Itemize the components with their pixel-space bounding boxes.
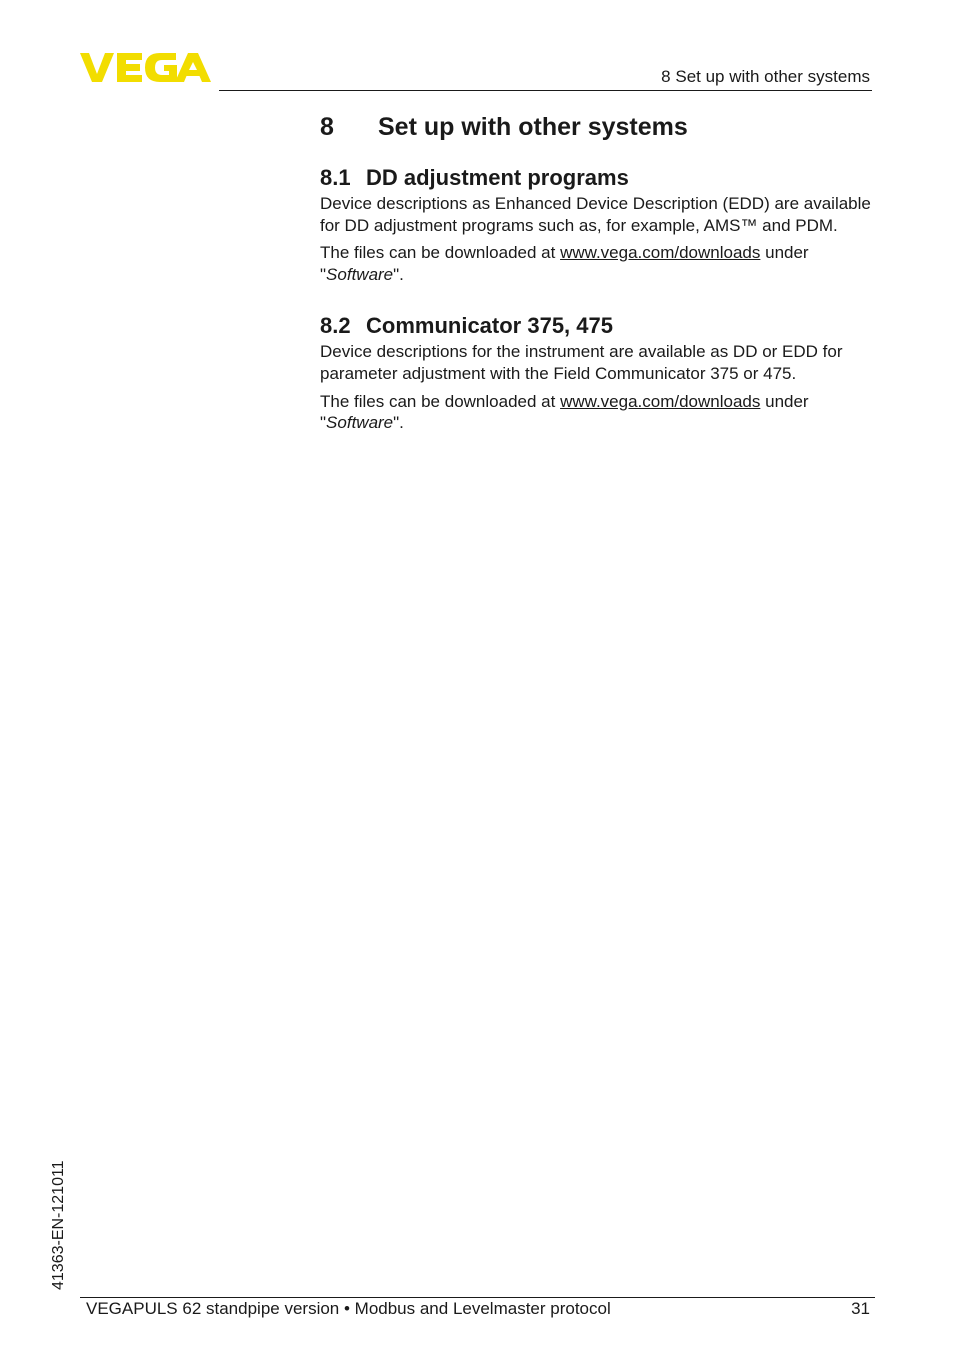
section-title: Communicator 375, 475 — [366, 313, 613, 339]
section-8-2-download-note: The files can be downloaded at www.vega.com/downloads under "Software". — [320, 391, 809, 433]
section-number: 8.1 — [320, 165, 351, 190]
chapter-number: 8 — [320, 113, 334, 141]
footer-document-title: VEGAPULS 62 standpipe version • Modbus and Levelmaster protocol — [86, 1299, 611, 1318]
header-divider — [219, 90, 872, 91]
section-8-1-description: Device descriptions as Enhanced Device Description (EDD) are available for DD adjustment programs such as, for example, AMS™ and PDM. — [320, 194, 871, 235]
section-8-1-download-note: The files can be downloaded at www.vega.com/downloads under "Software". — [320, 243, 809, 284]
vega-logo — [80, 50, 212, 84]
section-8-2-description: Device descriptions for the instrument are available as DD or EDD for parameter adjustment with the Field Communicator 375 or 475. — [320, 342, 843, 383]
downloads-link[interactable]: www.vega.com/downloads — [560, 391, 761, 411]
software-label: Software — [326, 413, 394, 433]
software-label: Software — [326, 264, 394, 284]
section-title: DD adjustment programs — [366, 165, 629, 190]
running-header: 8 Set up with other systems — [661, 67, 870, 86]
page-number: 31 — [851, 1299, 870, 1318]
section-heading-8-1 — [320, 163, 880, 193]
downloads-link[interactable]: www.vega.com/downloads — [560, 243, 761, 263]
document-code: 41363-EN-121011 — [50, 1160, 67, 1290]
section-number: 8.2 — [320, 313, 351, 339]
chapter-heading — [320, 110, 880, 144]
chapter-title: Set up with other systems — [378, 113, 688, 141]
page-content — [320, 110, 880, 434]
section-heading-8-2 — [320, 311, 880, 341]
footer-divider — [80, 1297, 875, 1298]
